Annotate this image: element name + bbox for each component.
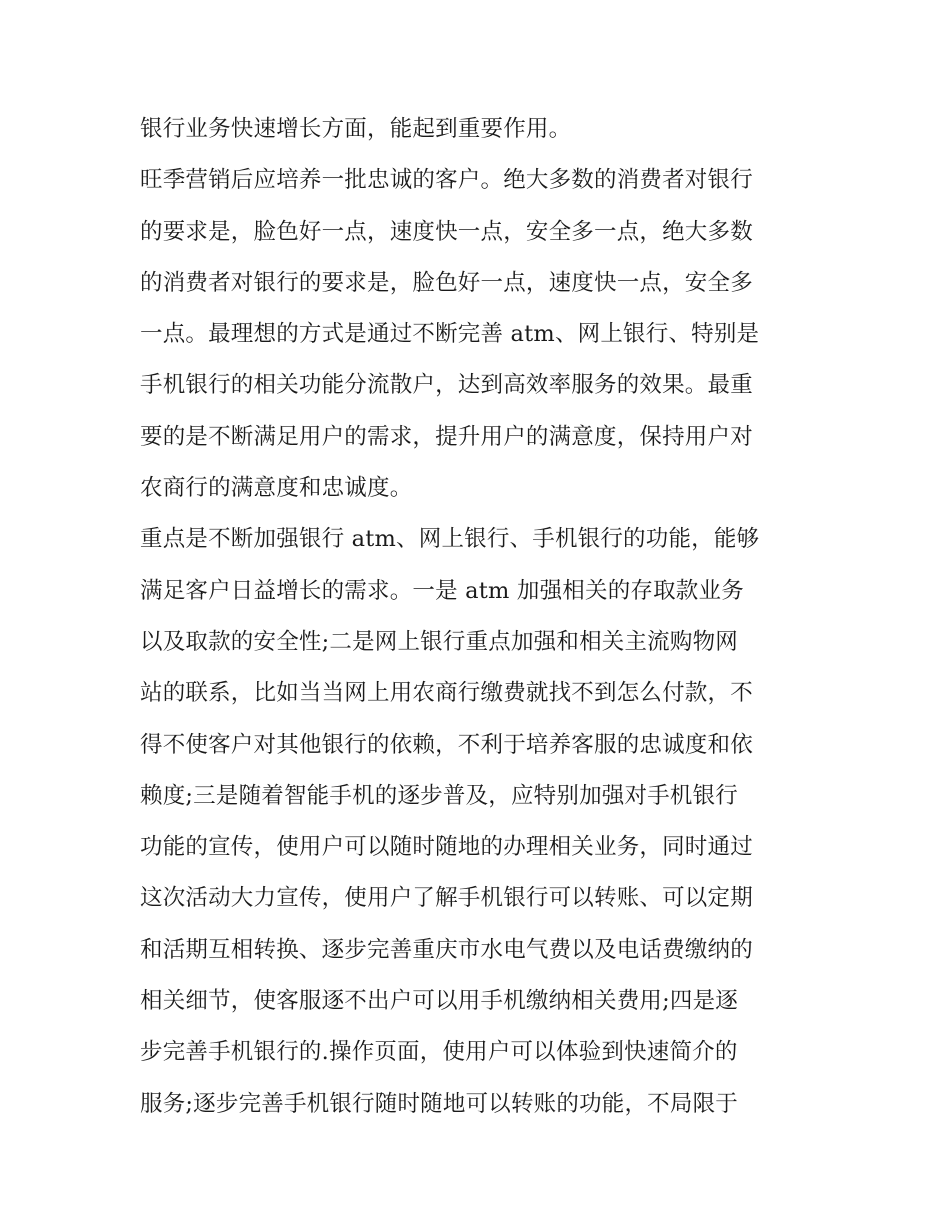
text-line: 重点是不断加强银行 atm、网上银行、手机银行的功能，能够	[140, 526, 760, 553]
text-line: 手机银行的相关功能分流散户，达到高效率服务的效果。最重	[140, 372, 753, 399]
body-text	[140, 104, 820, 1130]
text-line: 这次活动大力宣传，使用户了解手机银行可以转账、可以定期	[140, 885, 753, 912]
text-line: 满足客户日益增长的需求。一是 atm 加强相关的存取款业务	[140, 577, 744, 604]
text-line: 银行业务快速增长方面，能起到重要作用。	[140, 116, 572, 142]
text-line: 站的联系，比如当当网上用农商行缴费就找不到怎么付款，不	[140, 680, 753, 707]
text-line: 的消费者对银行的要求是，脸色好一点，速度快一点，安全多	[140, 269, 753, 296]
text-line: 和活期互相转换、逐步完善重庆市水电气费以及电话费缴纳的	[140, 936, 753, 963]
text-line: 得不使客户对其他银行的依赖，不利于培养客服的忠诚度和依	[140, 731, 753, 758]
text-line: 赖度;三是随着智能手机的逐步普及，应特别加强对手机银行	[140, 782, 738, 809]
text-line: 要的是不断满足用户的需求，提升用户的满意度，保持用户对	[140, 423, 753, 450]
text-line: 功能的宣传，使用户可以随时随地的办理相关业务，同时通过	[140, 834, 753, 861]
text-line: 步完善手机银行的.操作页面，使用户可以体验到快速简介的	[140, 1039, 738, 1066]
text-line: 以及取款的安全性;二是网上银行重点加强和相关主流购物网	[140, 628, 738, 655]
text-line: 农商行的满意度和忠诚度。	[140, 475, 413, 502]
text-line: 一点。最理想的方式是通过不断完善 atm、网上银行、特别是	[140, 321, 760, 348]
text-line: 相关细节，使客服逐不出户可以用手机缴纳相关费用;四是逐	[140, 988, 738, 1015]
text-line: 的要求是，脸色好一点，速度快一点，安全多一点，绝大多数	[140, 218, 753, 245]
text-line: 服务;逐步完善手机银行随时随地可以转账的功能，不局限于	[140, 1090, 738, 1117]
text-line: 旺季营销后应培养一批忠诚的客户。绝大多数的消费者对银行	[140, 167, 753, 194]
